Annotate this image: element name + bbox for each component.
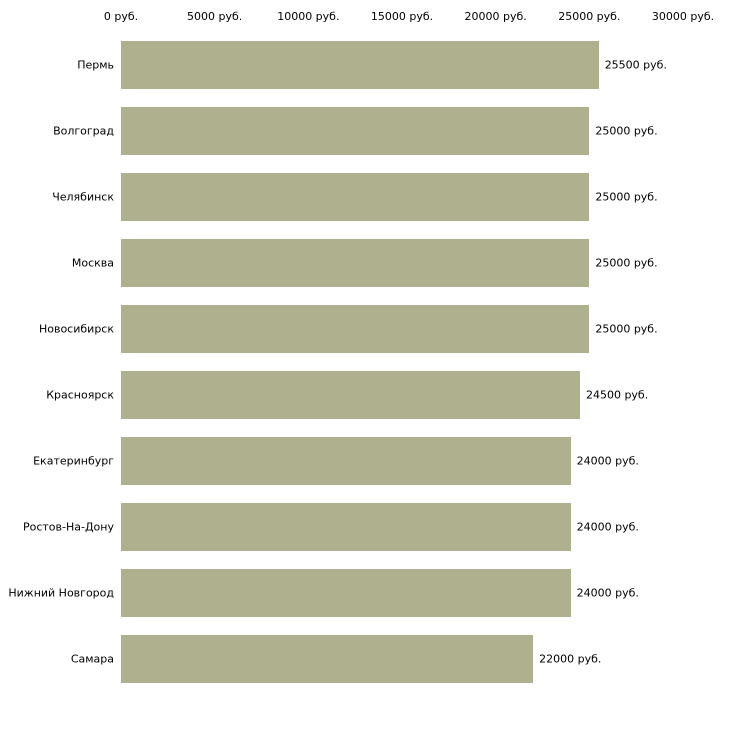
- bar[interactable]: [121, 107, 589, 155]
- category-label: Красноярск: [46, 388, 114, 402]
- bar-row: [0, 98, 730, 164]
- x-axis-tick-0: 0 руб.: [103, 10, 139, 23]
- bar[interactable]: [121, 371, 580, 419]
- category-label: Челябинск: [52, 190, 114, 204]
- x-axis-tick-1: 5000 руб.: [187, 10, 243, 23]
- bar-row: [0, 428, 730, 494]
- bar-row: [0, 32, 730, 98]
- category-label: Нижний Новгород: [8, 586, 114, 600]
- bar-value-label: 25000 руб.: [595, 256, 658, 270]
- category-label: Пермь: [77, 58, 114, 72]
- x-axis-tick-6: 30000 руб.: [651, 10, 715, 23]
- bar-value-label: 25000 руб.: [595, 124, 658, 138]
- category-label: Самара: [70, 652, 114, 666]
- category-label: Новосибирск: [38, 322, 114, 336]
- bar-value-label: 24000 руб.: [576, 520, 639, 534]
- category-label: Волгоград: [53, 124, 114, 138]
- bar[interactable]: [121, 41, 599, 89]
- bar-value-label: 24500 руб.: [585, 388, 649, 402]
- category-label: Ростов-На-Дону: [22, 520, 114, 534]
- bar-row: [0, 296, 730, 362]
- bar[interactable]: [121, 503, 571, 551]
- bar-row: [0, 362, 730, 428]
- bar-value-label: 22000 руб.: [539, 652, 602, 666]
- x-axis-tick-labels: [0, 10, 730, 26]
- x-axis-tick-2: 10000 руб.: [277, 10, 340, 23]
- x-axis-tick-4: 20000 руб.: [464, 10, 527, 23]
- bar-value-label: 25000 руб.: [595, 322, 658, 336]
- bar-row: [0, 560, 730, 626]
- bar-row: [0, 494, 730, 560]
- x-axis-tick-5: 25000 руб.: [558, 10, 621, 23]
- bar[interactable]: [121, 635, 533, 683]
- category-label: Москва: [71, 256, 114, 270]
- bar[interactable]: [121, 239, 589, 287]
- bar-value-label: 25000 руб.: [595, 190, 658, 204]
- bar-row: [0, 626, 730, 692]
- bar[interactable]: [121, 173, 589, 221]
- bar-value-label: 24000 руб.: [576, 586, 639, 600]
- bar[interactable]: [121, 305, 589, 353]
- bar[interactable]: [121, 437, 571, 485]
- category-label: Екатеринбург: [33, 454, 114, 468]
- x-axis-tick-3: 15000 руб.: [370, 10, 434, 23]
- bar[interactable]: [121, 569, 571, 617]
- bar-row: [0, 230, 730, 296]
- bar-value-label: 25500 руб.: [604, 58, 667, 72]
- plot-area: [0, 32, 730, 692]
- bar-value-label: 24000 руб.: [576, 454, 639, 468]
- bar-row: [0, 164, 730, 230]
